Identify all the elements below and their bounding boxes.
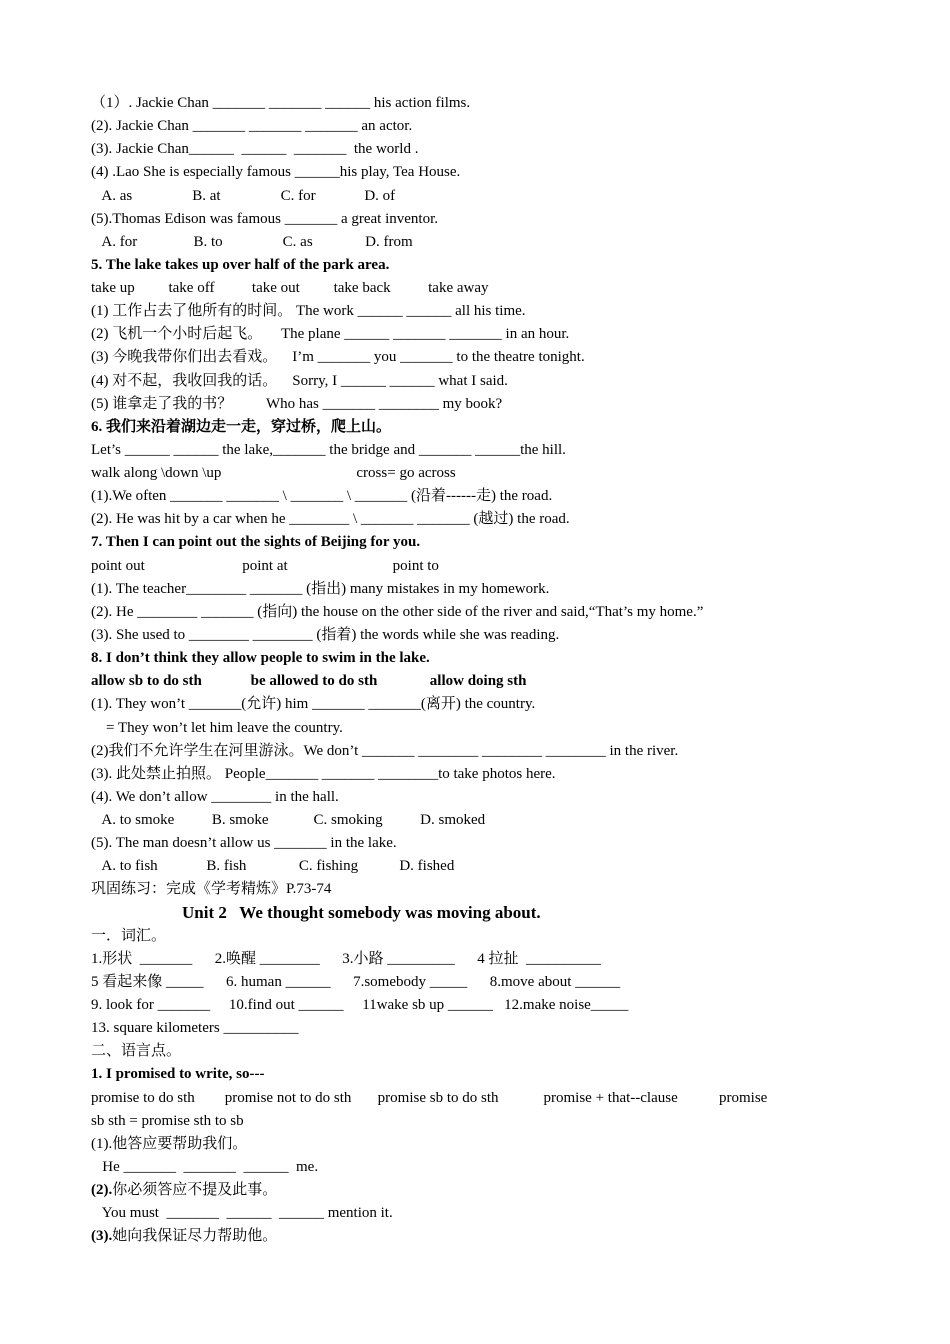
text-line: (1).We often _______ _______ \ _______ \ _______ (沿着------走) the road. — [91, 488, 553, 505]
text-line: (4) 对不起，我收回我的话。 Sorry, I ______ ______ what I said. — [91, 372, 508, 389]
text-line: (1). The teacher________ _______ (指出) many mistakes in my homework. — [91, 580, 550, 597]
text-line: (3).她向我保证尽力帮助他。 — [91, 1228, 278, 1245]
text-line: He _______ _______ ______ me. — [91, 1158, 319, 1175]
text-line: You must _______ ______ ______ mention it. — [91, 1205, 393, 1222]
section-heading: 8. I don’t think they allow people to swim in the lake. — [91, 650, 430, 667]
text-line: (5).Thomas Edison was famous _______ a great inventor. — [91, 210, 439, 227]
text-line: 一．词汇。 — [91, 927, 167, 944]
text-line: (4) .Lao She is especially famous ______his play, Tea House. — [91, 164, 461, 181]
text-line: (4). We don’t allow ________ in the hall. — [91, 788, 339, 805]
text-line: (1). They won’t _______(允许) him _______ _______(离开) the country. — [91, 696, 536, 713]
text-line: A. for B. to C. as D. from — [91, 233, 413, 250]
section-heading: 7. Then I can point out the sights of Beijing for you. — [91, 534, 421, 551]
text-line: (2). He was hit by a car when he ________ \ _______ _______ (越过) the road. — [91, 511, 570, 528]
item-number: (3). — [91, 1228, 113, 1245]
text-line: A. as B. at C. for D. of — [91, 187, 396, 204]
text-line: (5) 谁拿走了我的书？ Who has _______ ________ my book? — [91, 395, 503, 412]
text-line: (5). The man doesn’t allow us _______ in the lake. — [91, 835, 397, 852]
text-line: (2).你必须答应不提及此事。 — [91, 1182, 278, 1199]
text-line: (2)我们不允许学生在河里游泳。We don’t _______ ________ ________ ________ in the river. — [91, 742, 679, 759]
text-line: Let’s ______ ______ the lake,_______ the bridge and _______ ______the hill. — [91, 441, 566, 458]
text-line: A. to fish B. fish C. fishing D. fished — [91, 858, 455, 875]
text-line: point out point at point to — [91, 557, 439, 574]
text-line: (3). 此处禁止拍照。 People_______ _______ ________to take photos here. — [91, 765, 556, 782]
text-line: （1）. Jackie Chan _______ _______ ______ his action films. — [91, 95, 471, 111]
unit-title: Unit 2 We thought somebody was moving about. — [182, 902, 541, 922]
text-line: 1.形状 _______ 2.唤醒 ________ 3.小路 _________ 4 拉扯 __________ — [91, 950, 602, 967]
text-line: 5 看起来像 _____ 6. human ______ 7.somebody _____ 8.move about ______ — [91, 973, 621, 990]
section-heading: allow sb to do sth be allowed to do sth allow doing sth — [91, 673, 527, 690]
text-line: (3). She used to ________ ________ (指着) the words while she was reading. — [91, 626, 560, 643]
text-line: (3). Jackie Chan______ ______ _______ the world . — [91, 141, 419, 158]
text-line: promise to do sth promise not to do sth promise sb to do sth promise + that--clause promise — [91, 1089, 768, 1106]
text-line: walk along \down \up cross= go across — [91, 465, 456, 482]
section-heading: 1. I promised to write, so--- — [91, 1066, 265, 1083]
text-line: A. to smoke B. smoke C. smoking D. smoked — [91, 812, 486, 829]
text-line: (3) 今晚我带你们出去看戏。 I’m _______ you _______ to the theatre tonight. — [91, 349, 585, 366]
text-line: take up take off take out take back take away — [91, 280, 489, 297]
text-line: 13. square kilometers __________ — [91, 1020, 299, 1037]
text-line: (2). Jackie Chan _______ _______ _______ an actor. — [91, 118, 413, 135]
section-heading: 5. The lake takes up over half of the park area. — [91, 256, 390, 273]
text-line: (2). He ________ _______ (指向) the house on the other side of the river and said,“That’s my home.” — [91, 603, 704, 620]
item-number: (2). — [91, 1182, 113, 1199]
text-line: (1).他答应要帮助我们。 — [91, 1135, 248, 1152]
text-line: = They won’t let him leave the country. — [91, 719, 343, 736]
text-line: (1) 工作占去了他所有的时间。 The work ______ ______ all his time. — [91, 303, 526, 320]
text-line: sb sth = promise sth to sb — [91, 1112, 244, 1129]
text-line: 二、语言点。 — [91, 1043, 182, 1060]
text-line: 9. look for _______ 10.find out ______ 11wake sb up ______ 12.make noise_____ — [91, 997, 629, 1014]
text-line: (2) 飞机一个小时后起飞。 The plane ______ _______ _______ in an hour. — [91, 326, 570, 343]
section-heading: 6. 我们来沿着湖边走一走，穿过桥，爬上山。 — [91, 418, 392, 435]
text-line: 巩固练习：完成《学考精炼》P.73-74 — [91, 881, 332, 898]
